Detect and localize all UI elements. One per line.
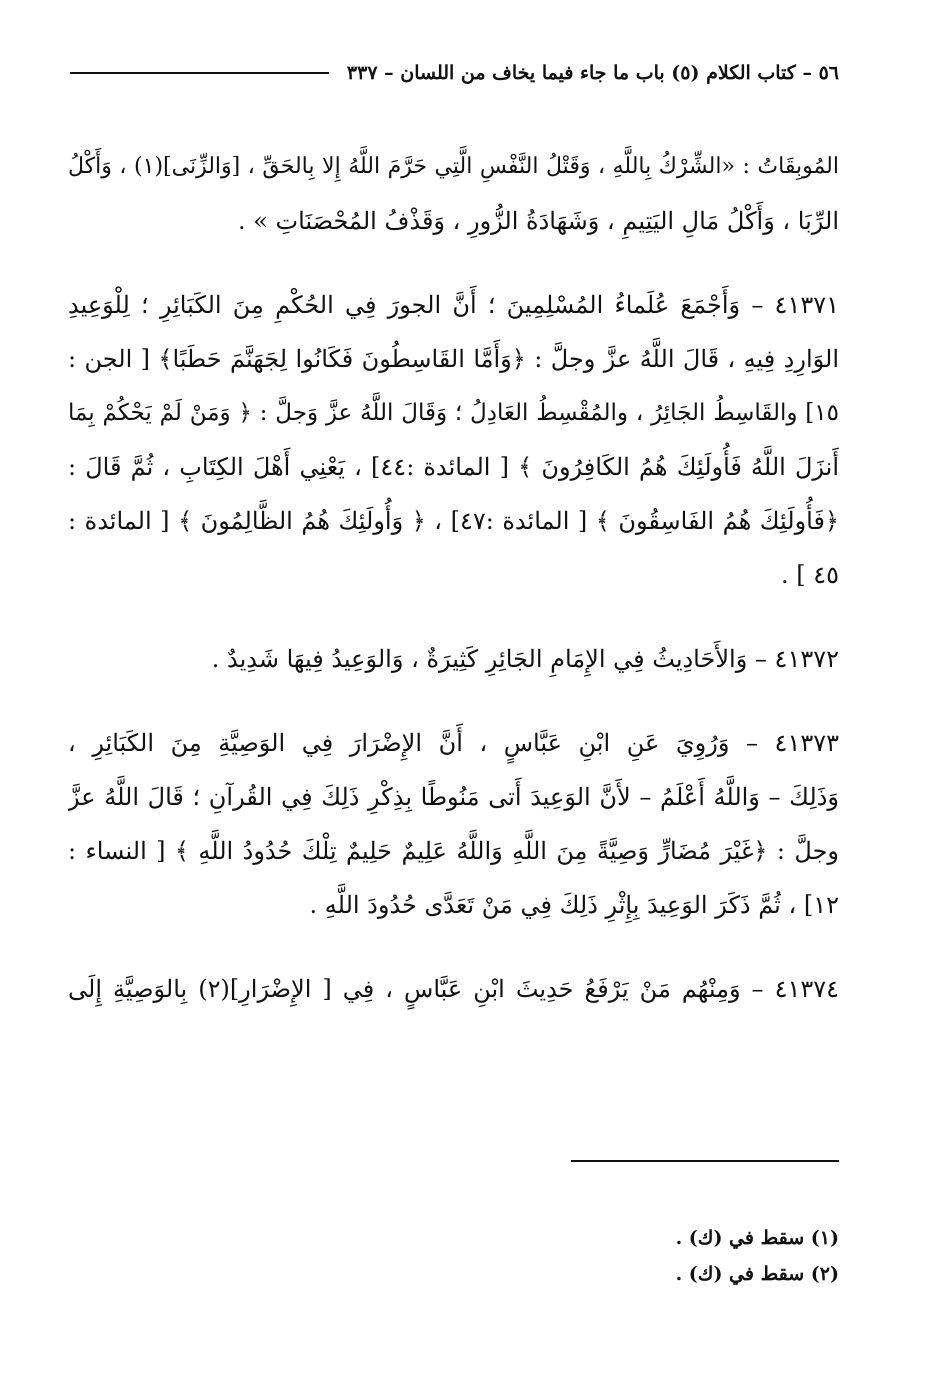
text-line: ٤١٣٧١ – وَأَجْمَعَ عُلَماءُ المُسْلِمِينَ ؛ أَنَّ الجورَ فِي الحُكْمِ مِنَ الكَبَائِرِ ؛ لِلْوَعِيدِ	[68, 291, 839, 319]
text-line: ٤١٣٧٢ – وَالأَحَادِيثُ فِي الإِمَامِ الجَائِرِ كَثِيرَةٌ ، وَالوَعِيدُ فِيهَا شَدِيدٌ .	[211, 645, 839, 673]
text-line: ﴿فَأُولَئِكَ هُمُ الفَاسِقُونَ ﴾ [ المائدة :٤٧] ، ﴿ وَأُولَئِكَ هُمُ الظَّالِمُونَ ﴾ [ المائدة :	[68, 507, 839, 535]
text-line: وجلَّ : ﴿غَيْرَ مُضَارٍّ وَصِيَّةً مِنَ اللَّهِ وَاللَّهُ عَلِيمٌ حَلِيمٌ تِلْكَ حُدُودُ اللَّهِ ﴾ [ النساء :	[68, 837, 839, 865]
footnote: (١) سقط في (ك) .	[675, 1227, 839, 1249]
text-line: ٤٥ ] .	[780, 561, 839, 589]
text-line: المُوبِقَاتُ : «الشِّرْكُ بِاللَّهِ ، وَقَتْلُ النَّفْسِ الَّتِي حَرَّمَ اللَّهُ إِلا بِالحَقِّ ، [وَالزِّنَى](١) ، وَأَكْلُ	[68, 154, 839, 179]
text-line: ٤١٣٧٤ – وَمِنْهُم مَنْ يَرْفَعُ حَدِيثَ ابْنِ عَبَّاسٍ ، فِي [ الإِضْرَارِ](٢) بِالوَصِيَّةِ إِلَى	[68, 975, 839, 1003]
text-line: ٤١٣٧٣ – وَرُوِيَ عَنِ ابْنِ عَبَّاسٍ ، أَنَّ الإِضْرَارَ فِي الوَصِيَّةِ مِنَ الكَبَائِرِ ،	[68, 729, 839, 757]
text-line: أَنزَلَ اللَّهُ فَأُولَئِكَ هُمُ الكَافِرُونَ ﴾ [ المائدة :٤٤] ، يَعْنِي أَهْلَ الكِتَابِ ، ثُمَّ قَالَ :	[68, 453, 839, 481]
running-head	[70, 58, 839, 88]
body-text	[68, 140, 839, 1016]
text-line: الوَارِدِ فِيهِ ، قَالَ اللَّهُ عزَّ وجلَّ : ﴿وَأَمَّا القَاسِطُونَ فَكَانُوا لِجَهَنَّمَ حَطَبًا﴾ [ الجن :	[68, 345, 839, 373]
running-head-rule	[70, 72, 329, 74]
footnote: (٢) سقط في (ك) .	[675, 1263, 839, 1285]
text-line: الرِّبَا ، وَأَكْلُ مَالِ اليَتِيمِ ، وَشَهَادَةُ الزُّورِ ، وَقَذْفُ المُحْصَنَاتِ » .	[237, 207, 839, 235]
text-line: ١٢] ، ثُمَّ ذَكَرَ الوَعِيدَ بِإِثْرِ ذَلِكَ فِي مَنْ تَعَدَّى حُدُودَ اللَّهِ .	[309, 891, 839, 919]
running-head-text: ٥٦ – كتاب الكلام (٥) باب ما جاء فيما يخاف من اللسان – ٣٣٧	[346, 62, 839, 84]
text-line: وَذَلِكَ – وَاللَّهُ أَعْلَمُ – لأَنَّ الوَعِيدَ أَتى مَنُوطًا بِذِكْرِ ذَلِكَ فِي القُرآنِ ؛ قَالَ اللَّهُ عزَّ	[68, 783, 839, 811]
footnote-separator	[571, 1160, 839, 1162]
text-line: ١٥] والقَاسِطُ الجَائِرُ ، والمُقْسِطُ العَادِلُ ؛ وَقَالَ اللَّهُ عزَّ وَجلَّ : ﴿ وَمَنْ لَمْ يَحْكُمْ بِمَا	[68, 400, 839, 426]
footnotes	[68, 1220, 839, 1292]
